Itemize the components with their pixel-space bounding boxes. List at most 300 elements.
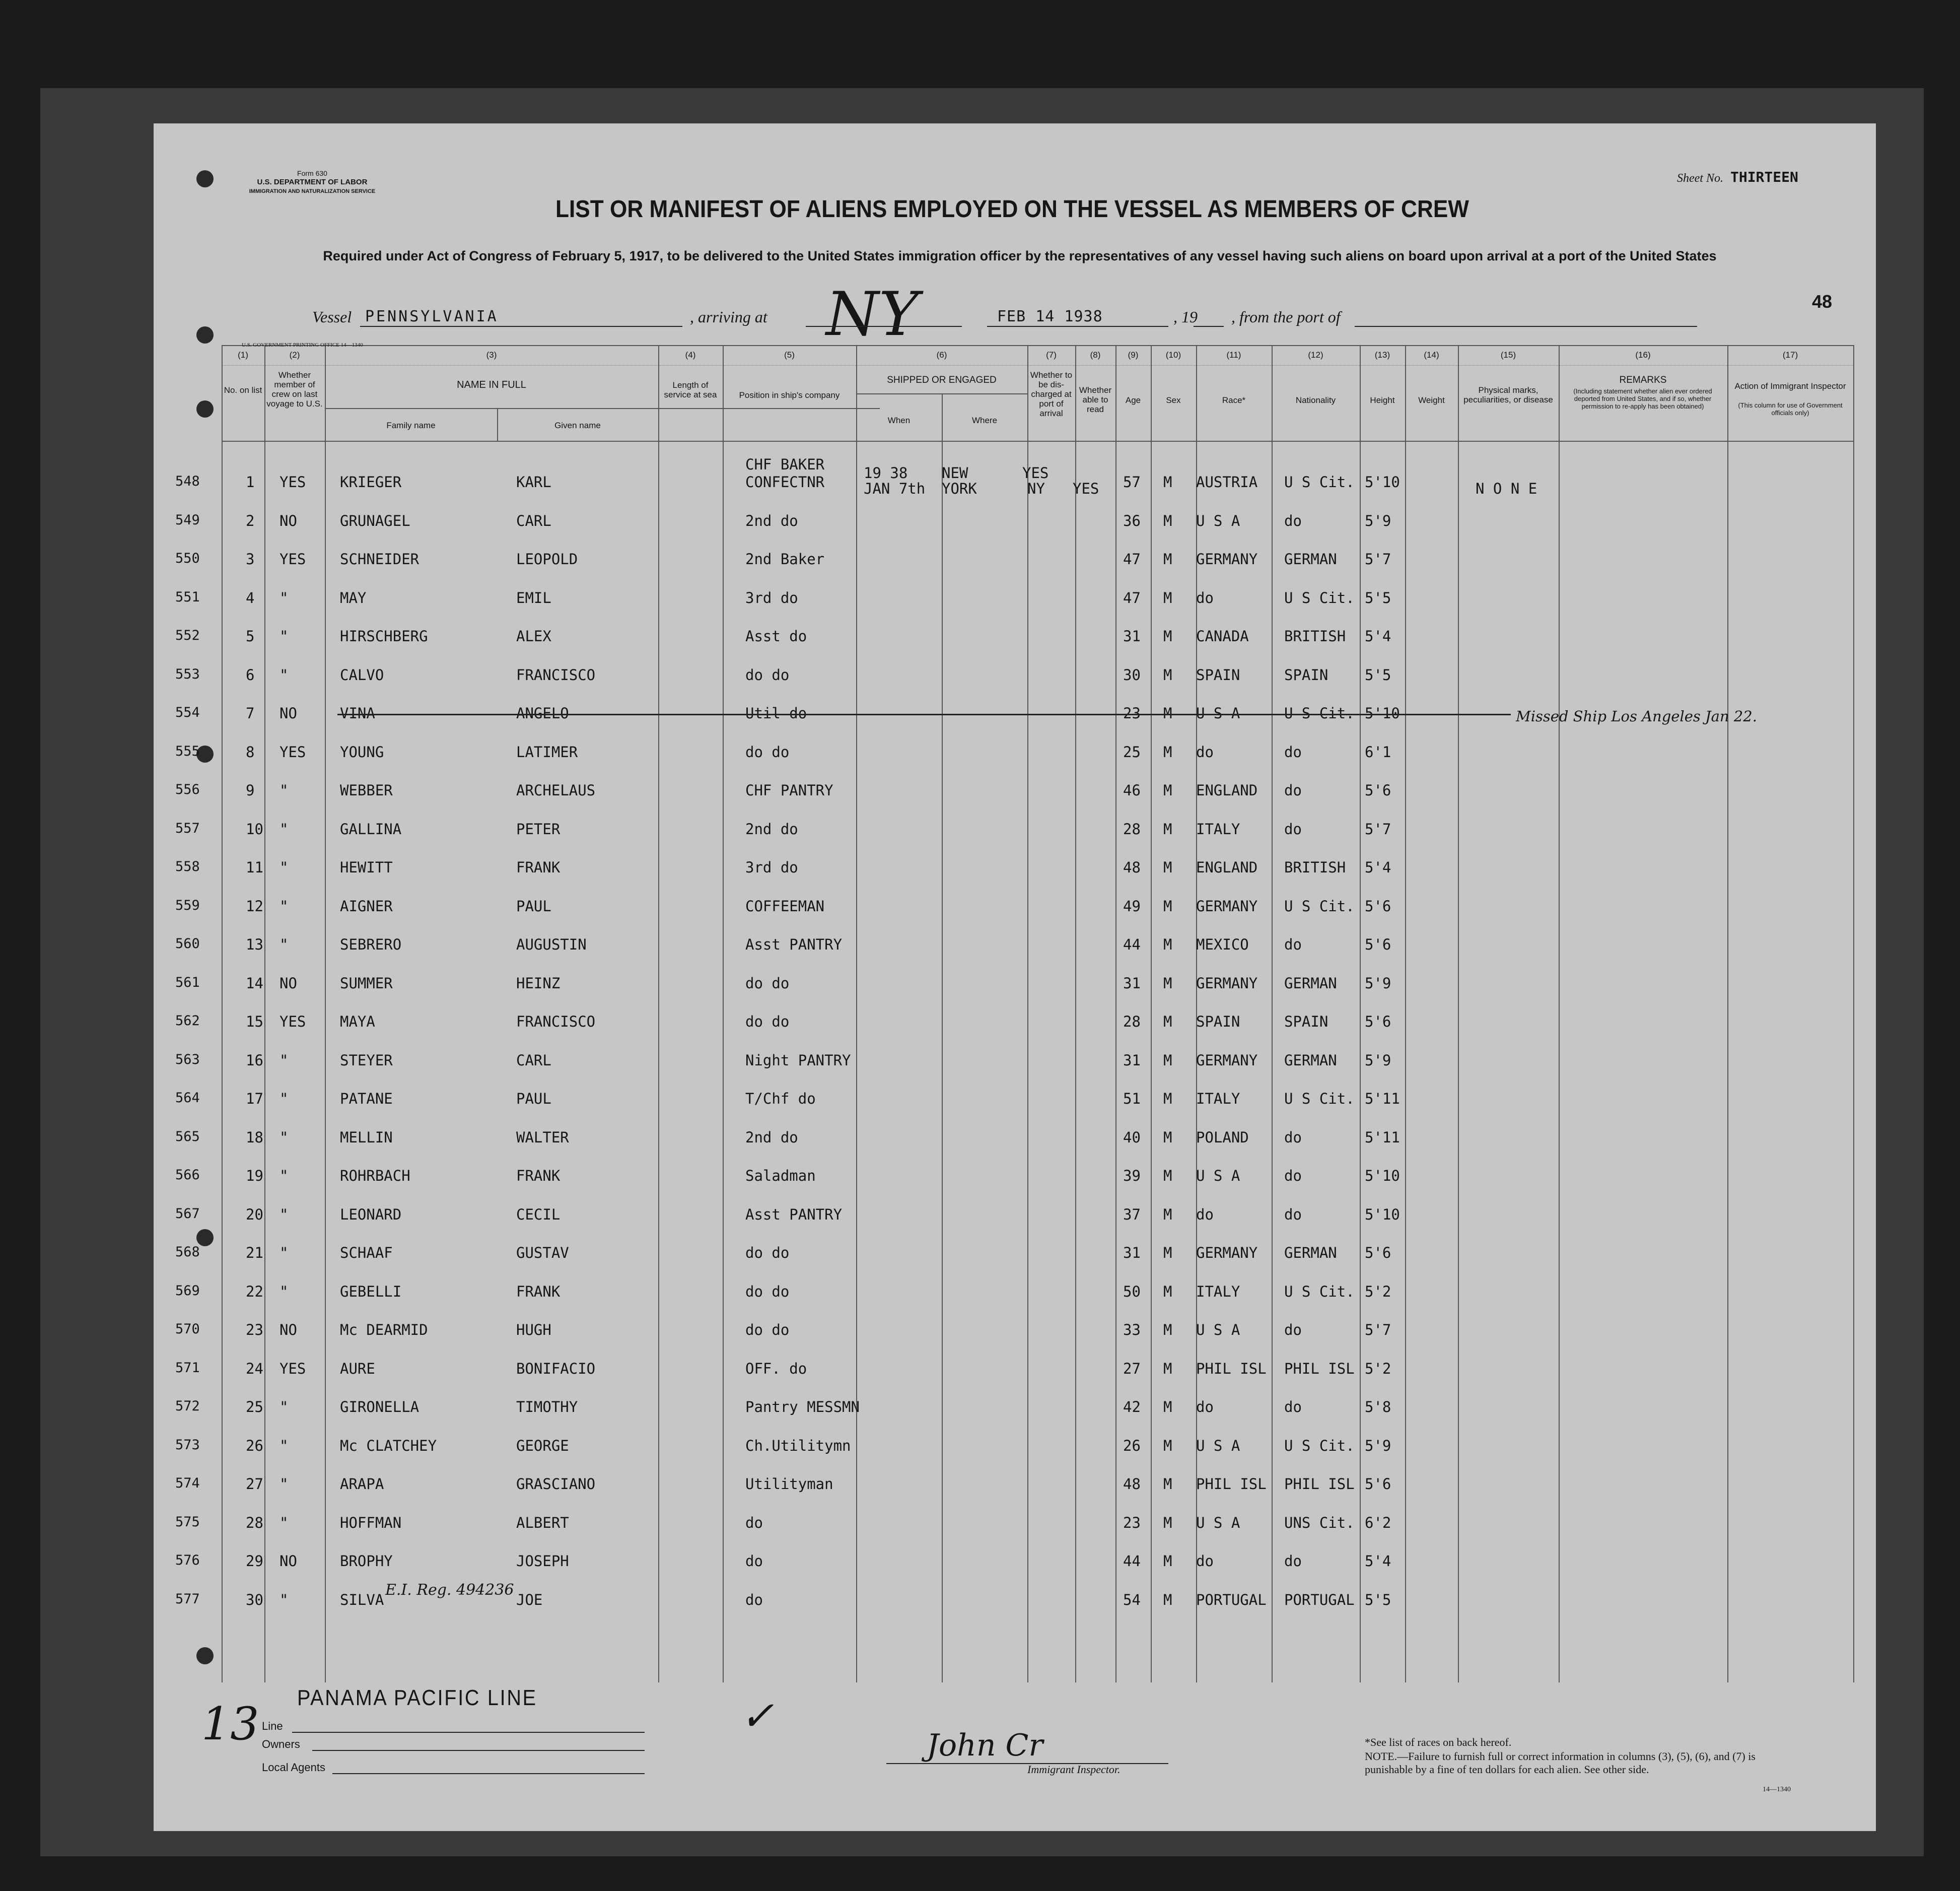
row-no: 5 (246, 628, 255, 645)
row-sex: M (1163, 705, 1172, 722)
row-family-name: STEYER (340, 1051, 393, 1069)
row-family-name: WEBBER (340, 782, 393, 799)
row-given-name: HUGH (516, 1321, 551, 1338)
row-no: 9 (246, 782, 255, 799)
row-height: 5'2 (1365, 1282, 1391, 1300)
row-given-name: JOSEPH (516, 1552, 569, 1570)
row-position: Pantry MESSMN (745, 1398, 860, 1415)
row-given-name: CARL (516, 1051, 551, 1069)
row-sex: M (1163, 859, 1172, 876)
row-position: T/Chf do (745, 1090, 816, 1107)
row-family-name: PATANE (340, 1090, 393, 1107)
row-line-number: 576 (175, 1552, 200, 1568)
header-age: Age (1125, 395, 1141, 405)
row-age: 44 (1123, 936, 1141, 953)
row-position: 3rd do (745, 589, 798, 606)
header-length-service: Length of service at sea (664, 380, 717, 399)
row-position: Util do (745, 705, 807, 722)
row-race: ENGLAND (1196, 782, 1258, 799)
first-row-position-top: CHF BAKER (745, 456, 825, 473)
row-height: 5'11 (1365, 1090, 1400, 1107)
row-nationality: PHIL ISL (1284, 1475, 1355, 1493)
row-no: 4 (246, 589, 255, 606)
row-nationality: GERMAN (1284, 1244, 1337, 1261)
row-race: U S A (1196, 1514, 1240, 1531)
row-line-number: 574 (175, 1475, 200, 1491)
row-given-name: PAUL (516, 897, 551, 915)
row-family-name: Mc CLATCHEY (340, 1437, 437, 1454)
row-given-name: ALBERT (516, 1514, 569, 1531)
row-family-name: GIRONELLA (340, 1398, 419, 1415)
row-race: GERMANY (1196, 1051, 1258, 1069)
row-no: 3 (246, 551, 255, 568)
header-shipped: SHIPPED OR ENGAGED (887, 375, 997, 385)
row-family-name: Mc DEARMID (340, 1321, 428, 1338)
row-nationality: SPAIN (1284, 666, 1328, 684)
row-member: " (279, 1167, 289, 1184)
col-num-13: (13) (1374, 350, 1390, 360)
row-height: 6'1 (1365, 743, 1391, 761)
row-age: 28 (1123, 1013, 1141, 1030)
row-race: U S A (1196, 705, 1240, 722)
row-height: 5'6 (1365, 897, 1391, 915)
row-family-name: HEWITT (340, 859, 393, 876)
page-number: 48 (1812, 291, 1833, 312)
row-nationality: do (1284, 1398, 1302, 1415)
row-no: 24 (246, 1360, 263, 1377)
penalty-note: NOTE.—Failure to furnish full or correct information in columns (3), (5), (6), and (7) is punishable by a fine of ten dollars for each alien. See other side. (1365, 1750, 1756, 1776)
row-member: " (279, 589, 289, 606)
row-family-name: SILVA (340, 1591, 384, 1608)
row-given-name: ANGELO (516, 705, 569, 722)
row-member: NO (279, 1552, 297, 1570)
header-remarks: REMARKS (1619, 375, 1667, 385)
header-able-read: Whether able to read (1079, 385, 1112, 414)
row-no: 6 (246, 666, 255, 684)
row-given-name: FRANK (516, 859, 561, 876)
header-discharged: Whether to be dis-charged at port of arrival (1030, 370, 1073, 418)
row-member: " (279, 1398, 289, 1415)
races-note: *See list of races on back hereof. (1365, 1736, 1512, 1748)
row-line-number: 559 (175, 897, 200, 913)
row-line-number: 566 (175, 1167, 200, 1183)
first-row-physical: N O N E (1476, 480, 1537, 497)
row-height: 5'9 (1365, 1437, 1391, 1454)
row-height: 5'10 (1365, 1167, 1400, 1184)
table-row (175, 936, 1853, 971)
row-sex: M (1163, 1321, 1172, 1338)
row-given-name: LEOPOLD (516, 551, 578, 568)
row-member: YES (279, 474, 306, 491)
row-no: 28 (246, 1514, 263, 1531)
row-family-name: HIRSCHBERG (340, 628, 428, 645)
row-line-number: 568 (175, 1244, 200, 1260)
row-position: do do (745, 1013, 790, 1030)
row-annotation: E.I. Reg. 494236 (385, 1581, 514, 1599)
row-nationality: UNS Cit. (1284, 1514, 1355, 1531)
row-member: " (279, 1282, 289, 1300)
row-age: 42 (1123, 1398, 1141, 1415)
row-sex: M (1163, 743, 1172, 761)
row-no: 17 (246, 1090, 263, 1107)
table-row (175, 1051, 1853, 1087)
row-nationality: GERMAN (1284, 974, 1337, 992)
col-num-9: (9) (1128, 350, 1139, 360)
form-code: 14—1340 (1763, 1786, 1791, 1793)
table-row (175, 666, 1853, 702)
row-sex: M (1163, 474, 1172, 491)
row-no: 11 (246, 859, 263, 876)
row-race: do (1196, 1398, 1214, 1415)
col-num-2: (2) (289, 350, 300, 360)
row-height: 5'7 (1365, 820, 1391, 838)
row-position: Utilityman (745, 1475, 833, 1493)
row-position: Asst do (745, 628, 807, 645)
header-name-in-full: NAME IN FULL (457, 379, 526, 390)
row-height: 5'4 (1365, 859, 1391, 876)
col-num-5: (5) (784, 350, 795, 360)
row-height: 5'7 (1365, 1321, 1391, 1338)
table-row (175, 589, 1853, 625)
row-member: NO (279, 1321, 297, 1338)
table-row (175, 1167, 1853, 1202)
col-num-12: (12) (1308, 350, 1323, 360)
row-family-name: GEBELLI (340, 1282, 402, 1300)
row-race: do (1196, 1205, 1214, 1223)
row-given-name: CARL (516, 512, 551, 529)
row-sex: M (1163, 974, 1172, 992)
row-family-name: AIGNER (340, 897, 393, 915)
row-family-name: VINA (340, 705, 375, 722)
row-race: ITALY (1196, 1282, 1240, 1300)
row-family-name: KRIEGER (340, 474, 402, 491)
row-height: 5'6 (1365, 1013, 1391, 1030)
row-given-name: TIMOTHY (516, 1398, 578, 1415)
row-nationality: U S Cit. (1284, 897, 1355, 915)
row-age: 49 (1123, 897, 1141, 915)
header-where: Where (971, 416, 998, 425)
row-no: 18 (246, 1128, 263, 1146)
first-row-able-read: YES (1073, 480, 1099, 497)
row-nationality: PHIL ISL (1284, 1360, 1355, 1377)
row-given-name: AUGUSTIN (516, 936, 587, 953)
row-race: PHIL ISL (1196, 1475, 1267, 1493)
header-action: Action of Immigrant Inspector (1734, 381, 1846, 391)
row-family-name: BROPHY (340, 1552, 393, 1570)
row-race: CANADA (1196, 628, 1249, 645)
row-race: GERMANY (1196, 974, 1258, 992)
row-sex: M (1163, 1128, 1172, 1146)
row-height: 5'6 (1365, 1475, 1391, 1493)
row-height: 5'10 (1365, 474, 1400, 491)
row-height: 5'5 (1365, 1591, 1391, 1608)
row-position: 2nd do (745, 1128, 798, 1146)
row-family-name: SCHNEIDER (340, 551, 419, 568)
row-member: " (279, 782, 289, 799)
row-sex: M (1163, 666, 1172, 684)
row-member: " (279, 628, 289, 645)
row-height: 5'5 (1365, 589, 1391, 606)
row-age: 51 (1123, 1090, 1141, 1107)
table-row (175, 1090, 1853, 1125)
row-race: U S A (1196, 1321, 1240, 1338)
header-no-on-list: No. on list (224, 385, 262, 395)
row-race: do (1196, 1552, 1214, 1570)
table-row (175, 820, 1853, 856)
punch-hole (196, 1647, 214, 1664)
col-num-16: (16) (1635, 350, 1651, 360)
table-row (175, 1437, 1853, 1472)
row-given-name: PETER (516, 820, 561, 838)
row-sex: M (1163, 1205, 1172, 1223)
first-row-discharged-top: YES (1022, 464, 1049, 482)
table-row (175, 705, 1853, 740)
row-member: " (279, 936, 289, 953)
first-row-where: YORK (942, 480, 977, 497)
row-height: 6'2 (1365, 1514, 1391, 1531)
row-age: 26 (1123, 1437, 1141, 1454)
row-member: " (279, 820, 289, 838)
row-race: U S A (1196, 1437, 1240, 1454)
row-sex: M (1163, 1090, 1172, 1107)
row-member: " (279, 1090, 289, 1107)
row-given-name: JOE (516, 1591, 543, 1608)
row-sex: M (1163, 1167, 1172, 1184)
row-line-number: 571 (175, 1360, 200, 1376)
table-row (175, 551, 1853, 586)
row-family-name: MAY (340, 589, 367, 606)
department-name: U.S. DEPARTMENT OF LABOR (257, 178, 368, 186)
row-sex: M (1163, 1514, 1172, 1531)
row-position: 2nd Baker (745, 551, 825, 568)
row-sex: M (1163, 512, 1172, 529)
header-when: When (887, 416, 911, 425)
row-age: 23 (1123, 705, 1141, 722)
row-age: 31 (1123, 974, 1141, 992)
row-age: 40 (1123, 1128, 1141, 1146)
sheet-label: Sheet No. (1677, 172, 1723, 185)
row-member: YES (279, 743, 306, 761)
col-num-1: (1) (238, 350, 248, 360)
line-value-stamp: PANAMA PACIFIC LINE (297, 1685, 537, 1710)
table-row (175, 628, 1853, 663)
inspector-signature: John Cr (927, 1728, 1043, 1763)
row-family-name: MAYA (340, 1013, 375, 1030)
row-race: GERMANY (1196, 897, 1258, 915)
row-sex: M (1163, 628, 1172, 645)
row-no: 21 (246, 1244, 263, 1261)
year-label: , 19 (1173, 308, 1198, 326)
row-nationality: U S Cit. (1284, 705, 1355, 722)
row-race: SPAIN (1196, 666, 1240, 684)
row-race: POLAND (1196, 1128, 1249, 1146)
row-member: NO (279, 705, 297, 722)
row-sex: M (1163, 1244, 1172, 1261)
row-position: do do (745, 1321, 790, 1338)
row-position: CONFECTNR (745, 474, 825, 491)
row-no: 27 (246, 1475, 263, 1493)
row-given-name: FRANCISCO (516, 666, 596, 684)
row-nationality: do (1284, 1321, 1302, 1338)
local-agents-label: Local Agents (262, 1761, 325, 1774)
row-position: CHF PANTRY (745, 782, 833, 799)
row-race: ITALY (1196, 1090, 1240, 1107)
row-age: 27 (1123, 1360, 1141, 1377)
row-nationality: do (1284, 1205, 1302, 1223)
row-position: do do (745, 743, 790, 761)
row-sex: M (1163, 782, 1172, 799)
row-family-name: YOUNG (340, 743, 384, 761)
row-race: U S A (1196, 512, 1240, 529)
col-num-17: (17) (1782, 350, 1798, 360)
row-no: 13 (246, 936, 263, 953)
row-age: 50 (1123, 1282, 1141, 1300)
row-height: 5'6 (1365, 1244, 1391, 1261)
col-num-3: (3) (486, 350, 497, 360)
row-sex: M (1163, 1475, 1172, 1493)
row-age: 48 (1123, 859, 1141, 876)
row-position: Saladman (745, 1167, 816, 1184)
row-position: do (745, 1552, 763, 1570)
row-member: " (279, 1205, 289, 1223)
page-title: LIST OR MANIFEST OF ALIENS EMPLOYED ON THE VESSEL AS MEMBERS OF CREW (555, 196, 1469, 223)
header-nationality: Nationality (1295, 395, 1336, 405)
row-nationality: U S Cit. (1284, 1282, 1355, 1300)
row-line-number: 557 (175, 820, 200, 836)
row-member: YES (279, 1360, 306, 1377)
col-num-8: (8) (1090, 350, 1101, 360)
row-remark: Missed Ship Los Angeles Jan 22. (1516, 708, 1757, 725)
arrival-date-stamp: FEB 14 1938 (997, 308, 1103, 325)
row-line-number: 548 (175, 474, 200, 489)
row-position: do (745, 1514, 763, 1531)
first-row-discharged: NY (1027, 480, 1045, 497)
row-age: 37 (1123, 1205, 1141, 1223)
col-num-15: (15) (1500, 350, 1516, 360)
row-member: YES (279, 551, 306, 568)
header-family-name: Family name (386, 421, 436, 430)
row-no: 30 (246, 1591, 263, 1608)
row-line-number: 553 (175, 666, 200, 682)
header-remarks-note: (Including statement whether alien ever ordered deported from United States, and if so, whether permission to re-apply has been obtained) (1573, 387, 1712, 410)
col-num-10: (10) (1165, 350, 1181, 360)
row-line-number: 560 (175, 936, 200, 952)
row-nationality: do (1284, 1552, 1302, 1570)
row-nationality: U S Cit. (1284, 1090, 1355, 1107)
table-row (175, 1205, 1853, 1241)
table-row (175, 1244, 1853, 1279)
table-row (175, 512, 1853, 548)
row-age: 33 (1123, 1321, 1141, 1338)
row-race: PHIL ISL (1196, 1360, 1267, 1377)
row-no: 7 (246, 705, 255, 722)
row-line-number: 567 (175, 1205, 200, 1222)
row-member: NO (279, 512, 297, 529)
row-nationality: GERMAN (1284, 1051, 1337, 1069)
service-name: IMMIGRATION AND NATURALIZATION SERVICE (249, 188, 376, 194)
row-family-name: SCHAAF (340, 1244, 393, 1261)
row-line-number: 561 (175, 974, 200, 990)
row-nationality: do (1284, 1167, 1302, 1184)
row-member: " (279, 897, 289, 915)
row-family-name: CALVO (340, 666, 384, 684)
row-age: 54 (1123, 1591, 1141, 1608)
row-family-name: GRUNAGEL (340, 512, 410, 529)
row-age: 31 (1123, 1244, 1141, 1261)
row-race: GERMANY (1196, 551, 1258, 568)
row-family-name: LEONARD (340, 1205, 402, 1223)
row-line-number: 552 (175, 628, 200, 643)
row-member: " (279, 1591, 289, 1608)
requirement-text: Required under Act of Congress of February 5, 1917, to be delivered to the United States immigration officer by the representatives of any vessel having such aliens on board upon arrival at a port of the United States (323, 248, 1717, 263)
header-weight: Weight (1418, 395, 1445, 405)
row-line-number: 573 (175, 1437, 200, 1453)
row-nationality: U S Cit. (1284, 474, 1355, 491)
row-age: 31 (1123, 1051, 1141, 1069)
table-row (175, 1013, 1853, 1048)
row-age: 36 (1123, 512, 1141, 529)
row-no: 12 (246, 897, 263, 915)
header-position: Position in ship's company (739, 390, 840, 400)
header-height: Height (1370, 395, 1395, 405)
row-height: 5'6 (1365, 782, 1391, 799)
row-age: 48 (1123, 1475, 1141, 1493)
row-line-number: 556 (175, 782, 200, 797)
row-position: Ch.Utilitymn (745, 1437, 851, 1454)
row-sex: M (1163, 936, 1172, 953)
row-nationality: do (1284, 743, 1302, 761)
table-row (175, 743, 1853, 779)
row-no: 25 (246, 1398, 263, 1415)
row-member: " (279, 666, 289, 684)
row-given-name: GUSTAV (516, 1244, 569, 1261)
row-age: 31 (1123, 628, 1141, 645)
table-row (175, 1128, 1853, 1164)
arriving-label: , arriving at (690, 308, 767, 326)
row-line-number: 558 (175, 859, 200, 874)
row-given-name: WALTER (516, 1128, 569, 1146)
row-nationality: do (1284, 512, 1302, 529)
punch-hole (196, 400, 214, 418)
row-nationality: do (1284, 1128, 1302, 1146)
row-line-number: 549 (175, 512, 200, 528)
table-row (175, 1360, 1853, 1395)
row-race: U S A (1196, 1167, 1240, 1184)
row-nationality: GERMAN (1284, 551, 1337, 568)
crew-table (175, 345, 1853, 1682)
col-num-11: (11) (1226, 350, 1241, 360)
arrival-port-handwritten: NY (826, 280, 919, 350)
row-no: 2 (246, 512, 255, 529)
row-height: 5'10 (1365, 705, 1400, 722)
row-no: 16 (246, 1051, 263, 1069)
row-height: 5'5 (1365, 666, 1391, 684)
row-given-name: FRANCISCO (516, 1013, 596, 1030)
row-nationality: U S Cit. (1284, 589, 1355, 606)
row-family-name: SUMMER (340, 974, 393, 992)
header-given-name: Given name (554, 421, 601, 430)
row-given-name: HEINZ (516, 974, 561, 992)
header-race: Race* (1222, 395, 1246, 405)
margin-number: 13 (201, 1698, 259, 1750)
row-member: " (279, 1051, 289, 1069)
row-height: 5'10 (1365, 1205, 1400, 1223)
header-member-last-voyage: Whether member of crew on last voyage to U.S. (266, 370, 323, 409)
line-label: Line (262, 1720, 283, 1732)
row-position: do (745, 1591, 763, 1608)
row-sex: M (1163, 897, 1172, 915)
row-no: 29 (246, 1552, 263, 1570)
